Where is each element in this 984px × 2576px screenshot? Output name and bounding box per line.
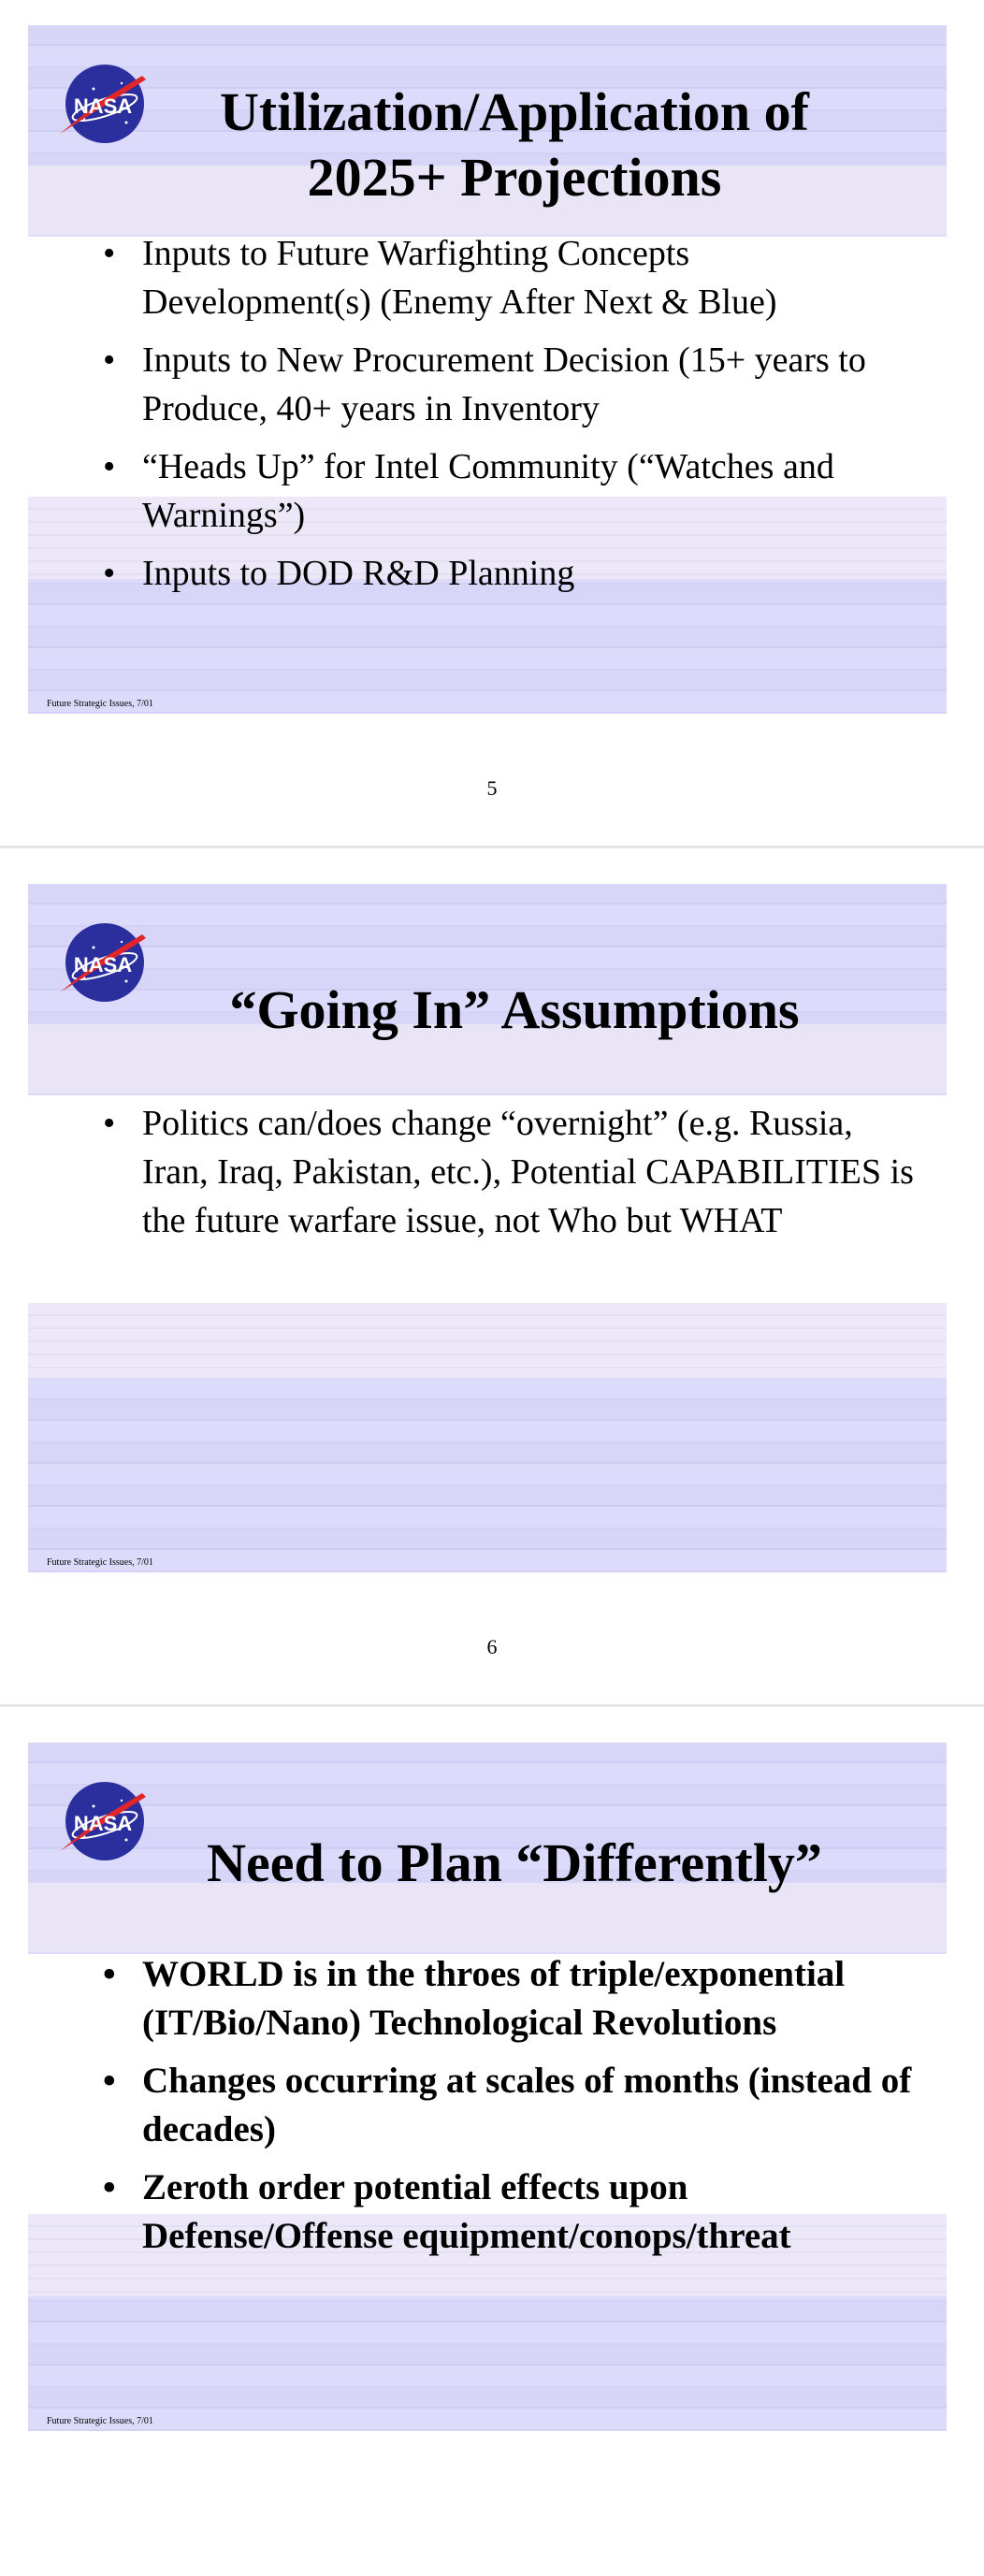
page-1 bbox=[0, 0, 984, 859]
bullet-list bbox=[103, 229, 926, 607]
page-2 bbox=[0, 859, 984, 1717]
slide-title: “Going In” Assumptions bbox=[229, 979, 800, 1040]
bullet-item: • Inputs to DOD R&D Planning bbox=[103, 549, 926, 598]
svg-text:NASA: NASA bbox=[73, 94, 133, 118]
bullet-list bbox=[103, 1950, 926, 2270]
page-divider bbox=[0, 1704, 984, 1707]
bullet-list bbox=[103, 1099, 926, 1254]
bullet-item: • Inputs to New Procurement Decision (15+ years to Produce, 40+ years in Inventory bbox=[103, 336, 926, 433]
slide-title bbox=[159, 80, 870, 210]
bullet-item: • WORLD is in the throes of triple/exponential (IT/Bio/Nano) Technological Revolutions bbox=[103, 1950, 926, 2048]
nasa-logo-icon bbox=[56, 1778, 150, 1864]
bullet-item: • Inputs to Future Warfighting Concepts Development(s) (Enemy After Next & Blue) bbox=[103, 229, 926, 326]
slide-2 bbox=[28, 884, 947, 1572]
slide-3 bbox=[28, 1743, 947, 2431]
content-band-lower bbox=[28, 1303, 947, 1378]
page-number: 5 bbox=[486, 776, 498, 800]
page-3 bbox=[0, 1717, 984, 2576]
slide-footer: Future Strategic Issues, 7/01 bbox=[47, 699, 153, 709]
bullet-item: • Changes occurring at scales of months (instead of decades) bbox=[103, 2057, 926, 2154]
slide-1 bbox=[28, 25, 947, 714]
bullet-item: • “Heads Up” for Intel Community (“Watches and Warnings”) bbox=[103, 442, 926, 540]
page-divider bbox=[0, 846, 984, 848]
svg-text:NASA: NASA bbox=[73, 1812, 133, 1835]
title-line-1: Utilization/Application of bbox=[220, 81, 809, 142]
bullet-item: • Politics can/does change “overnight” (e.g. Russia, Iran, Iraq, Pakistan, etc.), Potential CAPABILITIES is the future warfare issue, not Who but WHAT bbox=[103, 1099, 926, 1245]
title-line-2: 2025+ Projections bbox=[307, 147, 722, 208]
slide-footer: Future Strategic Issues, 7/01 bbox=[47, 2416, 153, 2426]
slide-title: Need to Plan “Differently” bbox=[207, 1832, 822, 1893]
bullet-item: • Zeroth order potential effects upon Defense/Offense equipment/conops/threat bbox=[103, 2164, 926, 2261]
slide-footer: Future Strategic Issues, 7/01 bbox=[47, 1557, 153, 1568]
svg-text:NASA: NASA bbox=[73, 953, 133, 977]
nasa-logo-icon bbox=[56, 61, 150, 147]
page-number: 6 bbox=[486, 1635, 498, 1658]
nasa-logo-icon bbox=[56, 919, 150, 1006]
